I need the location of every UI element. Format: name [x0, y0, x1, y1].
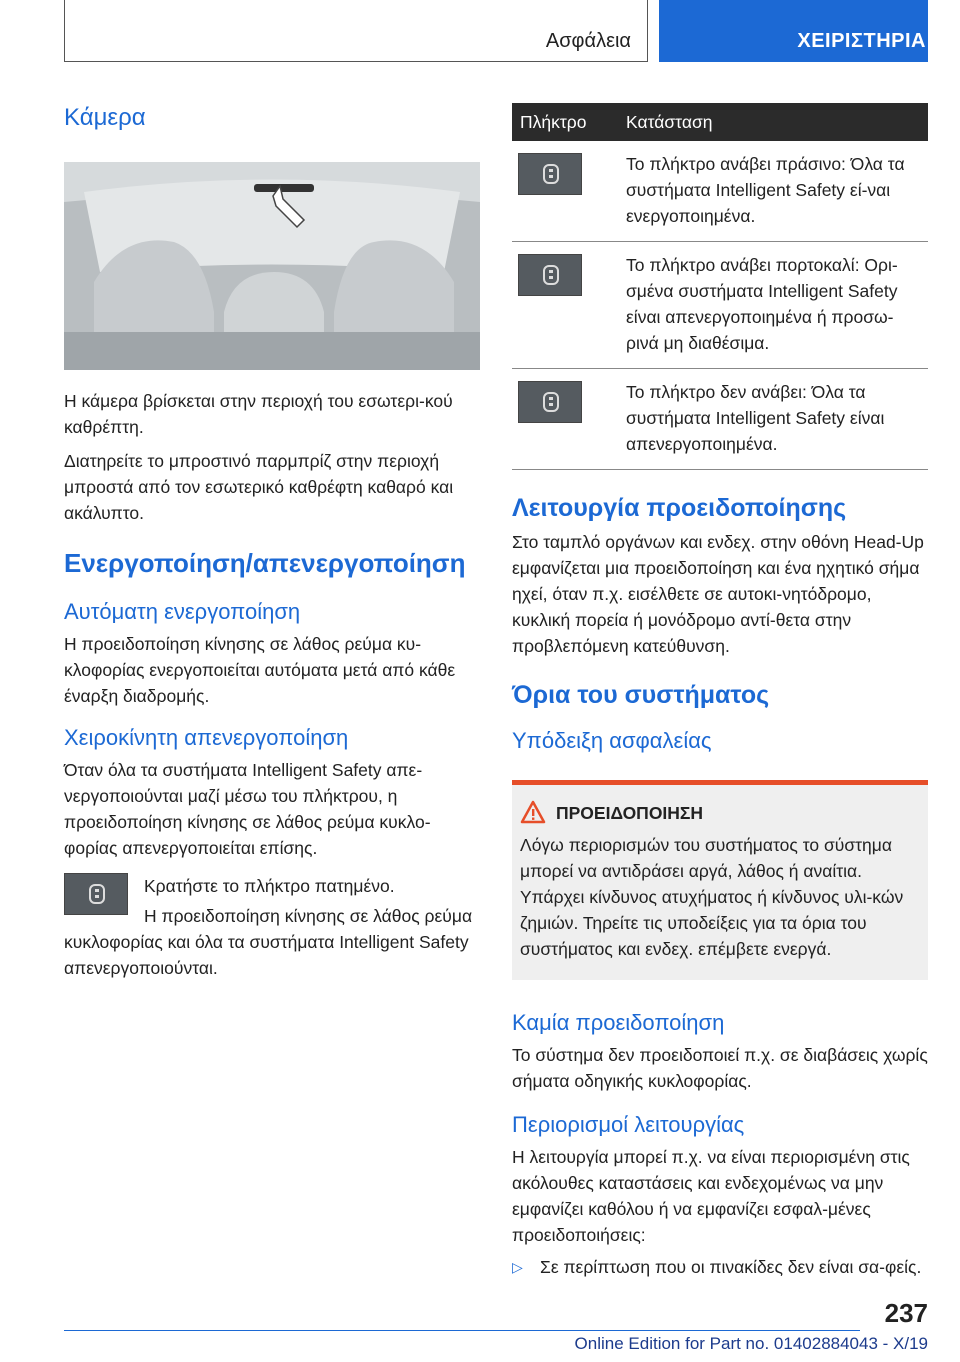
table-header-key: Πλήκτρο: [512, 103, 618, 141]
intelligent-safety-button-icon: [518, 381, 582, 423]
camera-location-photo: [64, 162, 480, 370]
chapter-tab: ΧΕΙΡΙΣΤΗΡΙΑ: [659, 0, 928, 62]
table-cell-status: Το πλήκτρο ανάβει πορτοκαλί: Ορι‐σμένα συστήματα Intelligent Safety είναι απενεργοποιημένα ή προσω‐ρινά μη διαθέσιμα.: [618, 242, 928, 369]
camera-location-text: Η κάμερα βρίσκεται στην περιοχή του εσωτερι‐κού καθρέπτη.: [64, 391, 453, 437]
system-limits-heading: Όρια του συστήματος: [512, 681, 770, 709]
left-column: [64, 96, 480, 981]
camera-clean-text: Διατηρείτε το μπροστινό παρμπρίζ στην περιοχή μπροστά από τον εσωτερικό καθρέφτη καθαρό και ακάλυπτο.: [64, 451, 454, 523]
table-row: [512, 141, 928, 242]
page-number: 237: [884, 1298, 928, 1328]
camera-heading: Κάμερα: [64, 104, 146, 131]
restrictions-text: Η λειτουργία μπορεί π.χ. να είναι περιορισμένη στις ακόλουθες καταστάσεις και ενδεχομένως να μην εμφανίζει καθόλου ή να εμφανίζει εσφαλ‐μένες προειδοποιήσεις:: [512, 1147, 910, 1245]
intelligent-safety-button-icon: [518, 254, 582, 296]
hold-key-text: Κρατήστε το πλήκτρο πατημένο.: [144, 876, 395, 896]
table-header-status: Κατάσταση: [618, 103, 928, 141]
table-row: [512, 242, 928, 369]
warning-title: [556, 803, 928, 824]
warning-function-text: Στο ταμπλό οργάνων και ενδεχ. στην οθόνη Head-Up εμφανίζεται μια προειδοποίηση και ένα ηχητικό σήμα ηχεί, όταν π.χ. εισέλθετε σε αυτοκι‐νητόδρομο, κυκλική πορεία ή μονόδρομο αντί‐θετα στην προβλεπόμενη κατεύθυνση.: [512, 532, 924, 656]
manual-deactivation-heading: Χειροκίνητη απενεργοποίηση: [64, 725, 349, 750]
button-status-table: [512, 103, 928, 470]
warning-label: ΠΡΟΕΙΔΟΠΟΙΗΣΗ: [556, 803, 704, 823]
triangle-bullet-icon: ▷: [512, 1259, 523, 1275]
page-header: [64, 0, 928, 64]
warning-function-heading: Λειτουργία προειδοποίησης: [512, 494, 847, 522]
table-row: [512, 369, 928, 470]
safety-note-heading: Υπόδειξη ασφαλείας: [512, 728, 712, 753]
activation-heading: Ενεργοποίηση/απενεργοποίηση: [64, 548, 466, 578]
footer-edition: Online Edition for Part no. 01402884043 - X/19: [574, 1334, 928, 1353]
no-warning-text: Το σύστημα δεν προειδοποιεί π.χ. σε διαβάσεις χωρίς σήματα οδηγικής κυκλοφορίας.: [512, 1045, 928, 1091]
auto-activation-text: Η προειδοποίηση κίνησης σε λάθος ρεύμα κυ‐κλοφορίας ενεργοποιείται αυτόματα μετά από κάθε έναρξη διαδρομής.: [64, 634, 456, 706]
warning-text: Λόγω περιορισμών του συστήματος το σύστημα μπορεί να αντιδράσει αργά, λάθος ή αναίτια. Υπάρχει κίνδυνος ατυχήματος ή κίνδυνος υλι‐κών ζημιών. Τηρείτε τις υποδείξεις για τα όρια του συστήματος και ενδεχ. επέμβετε ενεργά.: [520, 835, 904, 959]
intelligent-safety-button-icon: [518, 153, 582, 195]
table-cell-status: Το πλήκτρο ανάβει πράσινο: Όλα τα συστήματα Intelligent Safety εί‐ναι ενεργοποιημένα.: [618, 141, 928, 242]
right-column: [512, 103, 928, 1280]
no-warning-heading: Καμία προειδοποίηση: [512, 1010, 725, 1035]
auto-activation-heading: Αυτόματη ενεργοποίηση: [64, 599, 301, 624]
manual-deactivation-text: Όταν όλα τα συστήματα Intelligent Safety απε‐νεργοποιούνται μαζί μέσω του πλήκτρου, η προειδοποίηση κίνησης σε λάθος ρεύμα κυκλο‐φορίας απενεργοποιείται επίσης.: [64, 760, 431, 858]
list-item: [512, 1254, 928, 1280]
warning-box: [512, 780, 928, 980]
section-tab: Ασφάλεια: [64, 0, 648, 62]
table-cell-status: Το πλήκτρο δεν ανάβει: Όλα τα συστήματα Intelligent Safety είναι απενεργοποιημένα.: [618, 369, 928, 470]
list-item-text: Σε περίπτωση που οι πινακίδες δεν είναι σα‐φείς.: [540, 1257, 922, 1277]
warning-triangle-icon: [520, 800, 546, 824]
intelligent-safety-button-icon: [64, 873, 128, 915]
hold-result-text: Η προειδοποίηση κίνησης σε λάθος ρεύμα κυκλοφορίας και όλα τα συστήματα Intelligent Safety απενεργοποιούνται.: [64, 906, 473, 978]
restrictions-heading: Περιορισμοί λειτουργίας: [512, 1112, 745, 1137]
table-header-row: [512, 103, 928, 141]
footer-divider: [64, 1330, 860, 1331]
